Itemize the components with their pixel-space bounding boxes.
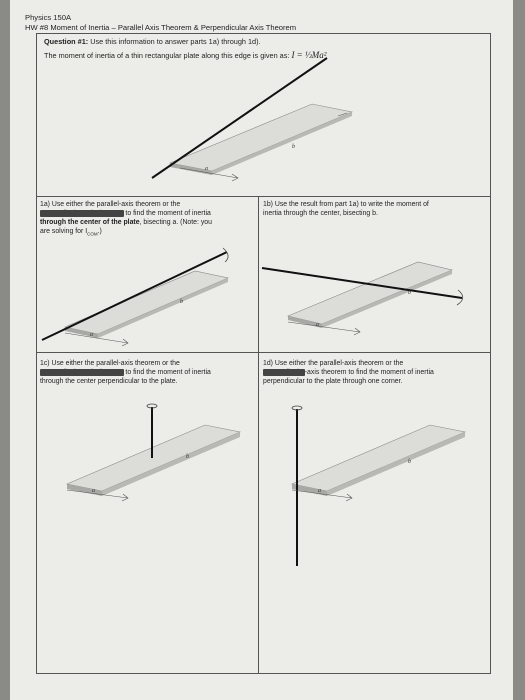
question-statement: The moment of inertia of a thin rectangular plate along this edge is given as: [44,51,290,60]
course-title: Physics 150A [25,13,72,22]
question-label: Question #1: [44,37,89,46]
part-1a-subscript: COM [87,231,98,237]
part-1b-line1: 1b) Use the result from part 1a) to write the moment of [263,201,429,208]
label-b: b [186,454,189,460]
part-1d-line2: -axis theorem to find the moment of inertia [304,369,434,376]
part-1a-bold: through the center of the plate [40,219,140,226]
homework-title: HW #8 Moment of Inertia – Parallel Axis Theorem & Perpendicular Axis Theorem [25,23,297,32]
part-1c-line2: to find the moment of inertia [123,369,211,376]
part-1a-line2: to find the moment of inertia [123,210,211,217]
part-1c-line1: 1c) Use either the parallel-axis theorem or the [40,360,180,367]
part-1a-line3: , bisecting a. (Note: you [139,219,212,226]
label-a: a [205,166,208,172]
inertia-formula: I = ⅓Ma² [291,50,327,60]
label-a: a [318,488,321,494]
part-1a-struck-text: perpendicular-axis theorem [40,210,124,217]
label-a: a [316,322,319,328]
part-1d-line3: perpendicular to the plate through one corner. [263,378,403,385]
part-1c-line3: through the center perpendicular to the plate. [40,378,178,385]
part-1b-line2: inertia through the center, bisecting b. [263,210,378,217]
part-1d-struck-text: perpendicular [263,369,305,376]
part-1a-line4: are solving for I [40,228,88,235]
question-text: Use this information to answer parts 1a) through 1d). [88,37,261,46]
plate-top-face [292,425,465,491]
part-1a-line1: 1a) Use either the parallel-axis theorem or the [40,201,181,208]
label-b: b [408,290,411,296]
label-a: a [92,488,95,494]
part-1a-end: .) [97,228,102,235]
part-1c-struck-text: perpendicular-axis theorem [40,369,124,376]
label-b: b [180,299,183,305]
label-a: a [90,332,93,338]
part-1d-line1: 1d) Use either the parallel-axis theorem or the [263,360,404,367]
label-b: b [408,459,411,465]
label-b: b [292,144,295,150]
